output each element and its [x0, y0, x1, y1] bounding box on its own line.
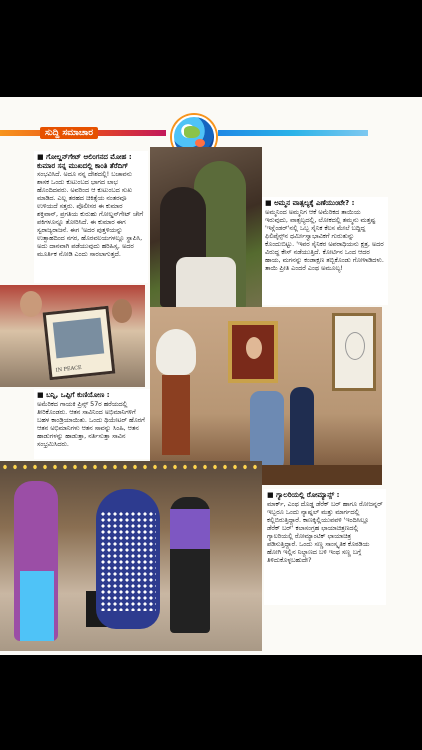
article-golden-gate	[34, 151, 148, 283]
child-face	[20, 291, 42, 317]
theater-lights	[0, 461, 262, 473]
article-gallery-romance	[264, 489, 386, 605]
article-body: ಅಮೆರಿಕದ ಗಾಯಕಿ ಪ್ರಿನ್ಸ್ 57ರ ಹರೆಯದಲ್ಲಿ ತೀರಿಕೊಂಡರು. ಆತನ ಸಾವಿನಿಂದ ಅಭಿಮಾನಿಗಳಿಗೆ ಬಹಳ ಕಾಂಡ್ರಿಯಾಯಿತು. ಒಂದು ಥಿಯೇಟರ್ ಹೊರಗೆ ಆತನ ಅಭಿಮಾನಿಗಳು ಆತನ ಸಾವನ್ನು ಸಿಂಹಿ, ಆತನ ಹಾಡುಗಳನ್ನು ಹಾಡುತ್ತಾ, ನರ್ತಿಸುತ್ತಾ ಸಾವಿನ ಸಂಭ್ರಮಿಸಿದರು.	[37, 399, 145, 448]
article-heading: ■ ಅಮ್ಮನ ವಾತ್ಸಲ್ಯಕ್ಕೆ ಎಣೆಯುಂಟೇ? :	[265, 199, 385, 208]
section-label: ಸುದ್ದಿ ಸಮಾಚಾರ	[40, 127, 98, 139]
dancer-leggings	[20, 571, 54, 641]
polka-dots	[100, 511, 156, 611]
article-heading: ■ ಗೋಲ್ಡನ್‌ಗೇಟ್ ಆಲಿಂಗನದ ಮೋಹ : ಕುಮಾರ ಸನ್ನ ಮುಖದಲ್ಲಿ ಕಾಂತಿ ತೆರೆದಿಗ್	[37, 153, 145, 170]
sign-picture	[53, 318, 105, 359]
sketch-frame	[332, 313, 376, 391]
article-body: ಮಾರ್ಕ್, ಎಂಥ ದೊಡ್ಡ ಡೆರೆಕ್ ಬರ್ ಹಾಗೂ ರೋಜನ್ನರ್ ಇಬ್ಬರೂ ಒಂದು ನ್ಯಾಷ್ನಲ್ ಮತ್ತು ಮಾರ್ಗದಲ್ಲಿ ಕಲ್ಲಿಬಿರುತ್ತಿದ್ದಾರೆ. ಕಾಣಕ್ಕಿಲ್ಲಿಯುವವಳಿ 'ಇಂದಿಸಿಲ್ಲೂ ಡೆರೆಕ್ ಬರ್' ಕಲಾಸಂಗ್ರಹ ಛಾಯಾಚಿತ್ರಣದಲ್ಲಿ ಗ್ಯಾಲರಿಯಲ್ಲಿ ರೋಮ್ಯಾಂಟಿಕ್ ಛಾಯಾಚಿತ್ರ ಪಡಿಸುತ್ತಿದ್ದಾರೆ. ಒಂದು ಸಣ್ಣ ಸಾಂಸ್ಕೃತಿಕ ಕೊಠಡಿಯ ಹೋಗಿ ಇಲ್ಲಿನ ನಿಲ್ದಾಣದ ಬಳಿ ಇಂಥ ಸಣ್ಣ ಬಗ್ಗೆ ತಿಳಿದುಕೊಳ್ಳಬಹುದೇ?	[267, 499, 383, 564]
article-body: ಸಂಭವಿಸಿದೆ. ಅದೂ ನನ್ನ ದೇಶದಲ್ಲಿ! ಬಚಾವನು ಶಾಸಕ ಒಂದು ಕುಟುಂಬದ ಭಾಗದ ಲಾಭ ಹೊಂದಿದವರು. ಅವರಿಂದ ಆ ಕುಟುಂಬದ ಸುಖ ಮಾಡಿದ. ಎಲ್ಲ ತರಹದ ಚಿಕಿತ್ಸೆಯ ನಂತರವೂ ಉಳಿಯದೆ ಸತ್ತರು. ಪೊಲೀಸರ ಈ ಕುಮಾರ ಶಕ್ತಿವಾನ್, ಪ್ರಗತಿಯ ಕುರುಹು ಗೋಲ್ಡನ್‌ಗೇಟ್ ಚೇಗೆ ಪಕಿಗಳೂನ್ನೂ ತೋರಿಸಿದೆ. ಈ ಕುಮಾರ ಈಗ ಸ್ವರಾಜ್ಯರಾಜನೆ. ಈಗ 'ಅದರ ಪುತ್ತಳಿಯನ್ನು ಉತ್ಸಾಹದಿಂದ ನಗರ, ಹೊರವಲಯಗಳಲ್ಲೂ ಸ್ಥಾಪಿಸಿ, ಅದು ದಾನವಾಗಿ ಪಡೆಯುವುದು ಹರಿಹಿಸ್ಸ, ಅದರ ಮೂರ್ತಿಕ ನೋಡಿ ಎಂದು ಸಾರಲಾಗುತ್ತದೆ.	[37, 170, 144, 258]
purple-top	[170, 509, 210, 549]
child-face-2	[112, 299, 132, 323]
article-body: ಅಮ್ಮನಿಂದ ಅಮ್ಮನಿಗ ಆಕೆ ಅಮೆರಿಕದ ತಾಯಿಯ ಇರುವುದು, ವಾತ್ಸಲ್ಯದಲ್ಲಿ, ಲೋಕದಲ್ಲಿ ತಮ್ಮನು ಮತ್ತಷ್ಟ 'ಇಸ್ಲೆಂಡರ್'ನಲ್ಲಿ ಒಬ್ಬ ಸೈನಿಕ ಕೆಲಸ ಮೇಲೆ ಬದ್ದಿದ್ದ ಫಿಲಿಪೈನ್ಸ್‌ನ ಧರ್ಮೀಸ್ವಾಭಾವಿಕಗೆ ಗುರುತುನ್ನು ಕೊಂದುಬಿಟ್ಟು. 'ಇವರ ಸೈನಿಕರ ಅಪರಾಧಿಯನು ಕ್ಷತ್ರ, ಅದರ ವಿರುದ್ಧ ಕೇಸ್ ನಡೆಯುತ್ತಿದೆ. ಕೋರ್ಟಿನ ಒಂದ ಆದರ ಹಾಯ, ಮಗನನ್ನು ಕಂಡಾಕ್ಷಣ ತಬ್ಬಿಕೊಂಡು ಗೋಳಾಡಿದಳು. ತಾಯಿ ಪ್ರೀತಿ ಎಂದರೆ ಎಂಥ ಅಮೂಲ್ಯ!	[265, 207, 384, 272]
article-mother-love	[262, 197, 388, 305]
portrait-painting	[228, 321, 278, 383]
marble-bust	[156, 329, 196, 375]
magazine-page	[0, 97, 422, 655]
photo-gallery-couple	[150, 307, 382, 485]
article-heading: ■ ಬನ್ನಿ, ಒಪ್ಪಿಗೆ ಕುಣಿಯೋಣ :	[37, 391, 147, 400]
man-in-suit	[290, 387, 314, 475]
memorial-sign	[43, 306, 116, 381]
article-heading: ■ ಗ್ಯಾಲರಿಯಲ್ಲಿ ರೋಮ್ಯಾನ್ಸ್ :	[267, 491, 383, 500]
photo-kids-with-sign	[0, 285, 145, 387]
photo-dancing-fans	[0, 461, 262, 651]
article-prince-dance	[34, 389, 150, 459]
header-band-right	[218, 130, 368, 136]
sign-text: IN PEACE	[55, 364, 82, 374]
pedestal	[162, 375, 190, 455]
